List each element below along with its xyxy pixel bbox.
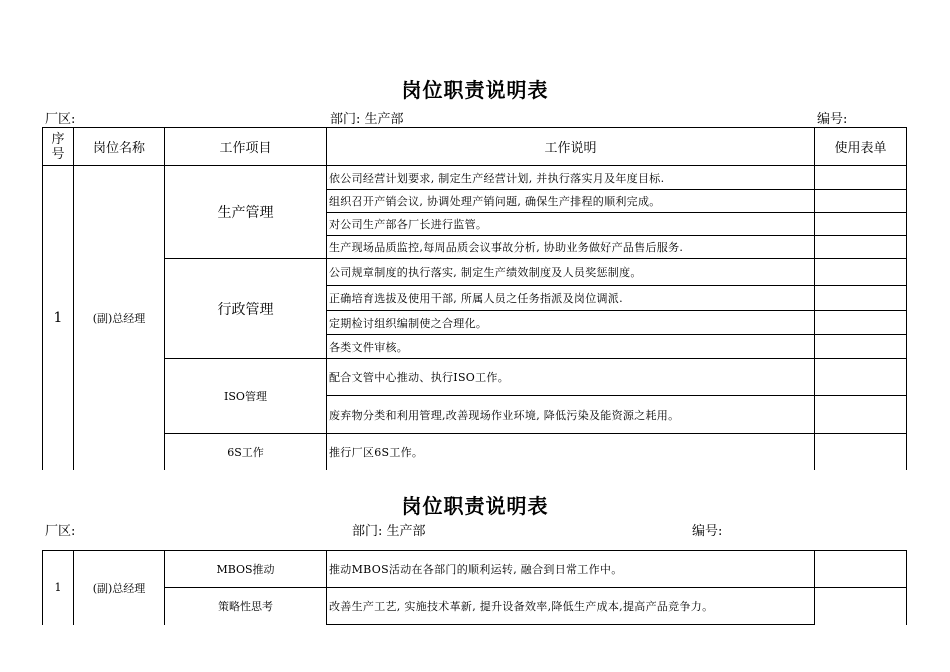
desc-cell: 依公司经营计划要求, 制定生产经营计划, 并执行落实月及年度目标. (327, 166, 815, 190)
form-cell (815, 236, 907, 259)
form-cell (815, 166, 907, 190)
header-seq (43, 128, 74, 166)
form-cell (815, 311, 907, 335)
desc-cell: 公司规章制度的执行落实, 制定生产绩效制度及人员奖惩制度。 (327, 259, 815, 286)
form-cell (815, 190, 907, 213)
form-cell (815, 213, 907, 236)
form-cell (815, 259, 907, 286)
seq-cell: 1 (43, 166, 74, 470)
section1-dept-label: 部门: 生产部 (330, 112, 404, 127)
desc-cell: 对公司生产部各厂长进行监管。 (327, 213, 815, 236)
header-item: 工作项目 (165, 128, 327, 166)
section2-dept-label: 部门: 生产部 (352, 524, 426, 539)
header-desc: 工作说明 (327, 128, 815, 166)
seq-cell: 1 (43, 551, 74, 625)
position-cell: (副)总经理 (74, 166, 165, 470)
form-cell (815, 588, 907, 625)
item-cell: MBOS推动 (165, 551, 327, 588)
table-row (43, 434, 907, 470)
table-header-row (43, 128, 907, 166)
desc-cell: 各类文件审核。 (327, 335, 815, 359)
form-cell (815, 434, 907, 470)
desc-cell: 推动MBOS活动在各部门的顺利运转, 融合到日常工作中。 (327, 551, 815, 588)
desc-cell: 配合文管中心推动、执行ISO工作。 (327, 359, 815, 396)
item-cell: ISO管理 (165, 359, 327, 434)
header-seq-label: 序号 (51, 131, 65, 162)
item-cell: 6S工作 (165, 434, 327, 470)
section2-factory-label: 厂区: (45, 524, 76, 539)
item-cell: 行政管理 (165, 259, 327, 359)
section2-code-label: 编号: (692, 524, 723, 539)
form-cell (815, 335, 907, 359)
table-row (43, 588, 907, 625)
table-row (43, 166, 907, 190)
section2-table (42, 550, 907, 625)
desc-cell: 推行厂区6S工作。 (327, 434, 815, 470)
item-cell: 策略性思考 (165, 588, 327, 625)
form-cell (815, 551, 907, 588)
form-cell (815, 359, 907, 396)
form-cell (815, 396, 907, 434)
section2-title: 岗位职责说明表 (401, 494, 549, 518)
desc-cell: 废弃物分类和利用管理,改善现场作业环境, 降低污染及能资源之耗用。 (327, 396, 815, 434)
form-cell (815, 286, 907, 311)
desc-cell: 组织召开产销会议, 协调处理产销问题, 确保生产排程的顺利完成。 (327, 190, 815, 213)
position-cell: (副)总经理 (74, 551, 165, 625)
table-row (43, 551, 907, 588)
section1-table (42, 127, 907, 470)
header-form: 使用表单 (815, 128, 907, 166)
desc-cell: 生产现场品质监控,每周品质会议事故分析, 协助业务做好产品售后服务. (327, 236, 815, 259)
section1-title: 岗位职责说明表 (401, 78, 549, 102)
section1-code-label: 编号: (817, 112, 848, 127)
section1-factory-label: 厂区: (45, 112, 76, 127)
table-row (43, 259, 907, 286)
desc-cell: 定期检讨组织编制使之合理化。 (327, 311, 815, 335)
table-row (43, 359, 907, 396)
header-position: 岗位名称 (74, 128, 165, 166)
desc-cell: 正确培育选拔及使用干部, 所属人员之任务指派及岗位调派. (327, 286, 815, 311)
item-cell: 生产管理 (165, 166, 327, 259)
desc-cell: 改善生产工艺, 实施技术革新, 提升设备效率,降低生产成本,提高产品竞争力。 (327, 588, 815, 625)
